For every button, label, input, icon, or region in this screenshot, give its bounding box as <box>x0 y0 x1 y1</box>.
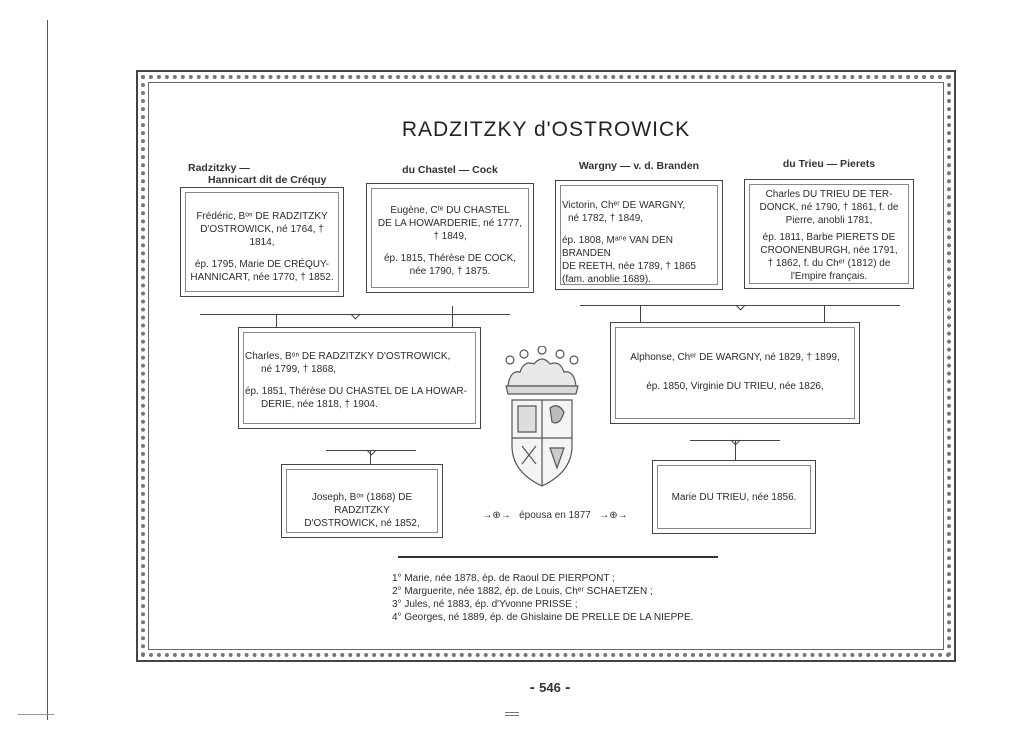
marriage-note <box>480 510 630 521</box>
list-item: 1° Marie, née 1878, ép. de Raoul DE PIERPONT ; <box>392 573 615 584</box>
list-item: 2° Marguerite, née 1882, ép. de Louis, Chᵉʳ SCHAETZEN ; <box>392 586 653 597</box>
box-text: Eugène, Cᵗᵉ DU CHASTEL <box>390 205 510 216</box>
box-text: né 1782, † 1849, <box>568 213 644 224</box>
child-box-joseph <box>281 464 443 538</box>
ornament-left: →⊕→ <box>482 510 511 521</box>
box-text: Pierre, anobli 1781, <box>785 215 873 226</box>
children-list <box>392 572 693 624</box>
connector-swash <box>200 314 510 315</box>
box-text: CROONENBURGH, née 1791, <box>760 245 898 256</box>
connector-line <box>824 305 825 323</box>
page-title: RADZITZKY d'OSTROWICK <box>401 118 691 141</box>
box-text: ép. 1850, Virginie DU TRIEU, née 1826, <box>646 381 824 392</box>
list-item: 3° Jules, né 1883, ép. d'Yvonne PRISSE ; <box>392 599 578 610</box>
box-text: né 1799, † 1868, <box>261 364 337 375</box>
column-header-wargny: Wargny — v. d. Branden <box>578 160 700 172</box>
children-rule <box>398 556 718 558</box>
scan-mark <box>505 712 519 716</box>
column-header-trieu: du Trieu — Pierets <box>782 158 876 170</box>
box-text: l'Empire français. <box>790 271 868 282</box>
box-text: née 1790, † 1875. <box>409 266 491 277</box>
header-line: Radzitzky — <box>188 162 250 174</box>
box-text: DE LA HOWARDERIE, né 1777, <box>377 218 523 229</box>
box-text: † 1862, f. du Chᵉʳ (1812) de <box>767 258 891 269</box>
coat-of-arms-icon <box>500 346 584 490</box>
box-text: † 1849, <box>433 231 467 242</box>
header-line: Hannicart dit de Créquy <box>208 174 327 186</box>
parent-box-wargny <box>610 322 860 424</box>
ornament-right: →⊕→ <box>599 510 628 521</box>
column-header-chastel: du Chastel — Cock <box>402 164 498 176</box>
parent-box-radzitzky <box>238 327 481 429</box>
scan-margin-line <box>47 20 48 720</box>
connector-line <box>640 305 641 323</box>
page-number-value: 546 <box>539 680 561 695</box>
box-text: Joseph, Bᵒⁿ (1868) DE RADZITZKY <box>311 492 413 516</box>
list-item: 4° Georges, né 1889, ép. de Ghislaine DE PRELLE DE LA NIEPPE. <box>392 612 694 623</box>
connector-swash <box>580 305 900 306</box>
connector-swash <box>326 450 416 451</box>
box-text: (fam. anoblie 1689). <box>562 274 651 285</box>
scan-margin-tick <box>18 714 54 715</box>
box-text: D'OSTROWICK, né 1764, † 1814, <box>200 224 324 248</box>
connector-line <box>370 450 371 464</box>
box-text: ép. 1851, Thérèse DU CHASTEL DE LA HOWAR- <box>245 386 467 397</box>
box-text: D'OSTROWICK, né 1852, <box>304 518 420 529</box>
box-text: ép. 1795, Marie DE CRÉQUY- <box>194 259 330 270</box>
page-number: ⁃ 546 ⁃ <box>529 680 571 695</box>
connector-line <box>276 314 277 328</box>
box-text: DERIE, née 1818, † 1904. <box>261 399 378 410</box>
marriage-text: épousa en 1877 <box>519 510 591 521</box>
ancestor-box-trieu <box>744 179 914 289</box>
box-text: Alphonse, Chᵉʳ DE WARGNY, né 1829, † 1899, <box>630 352 840 363</box>
connector-line <box>735 440 736 460</box>
box-text: Frédéric, Bᵒⁿ DE RADZITZKY <box>196 211 328 222</box>
box-text: DE REETH, née 1789, † 1865 <box>562 261 696 272</box>
box-text: ép. 1815, Thérèse DE COCK, <box>383 253 517 264</box>
box-text: Charles, Bᵒⁿ DE RADZITZKY D'OSTROWICK, <box>245 351 451 362</box>
ancestor-box-chastel <box>366 183 534 293</box>
box-text: ép. 1808, Mᵃʳⁱᵉ VAN DEN BRANDEN <box>562 235 673 259</box>
box-text: Charles DU TRIEU DE TER- <box>765 189 893 200</box>
box-text: DONCK, né 1790, † 1861, f. de <box>759 202 899 213</box>
ancestor-box-wargny <box>555 180 723 290</box>
box-text: Marie DU TRIEU, née 1856. <box>671 492 797 503</box>
column-header-radzitzky <box>170 162 350 186</box>
box-text: Victorin, Chᵉʳ DE WARGNY, <box>562 200 686 211</box>
child-box-marie <box>652 460 816 534</box>
box-text: HANNICART, née 1770, † 1852. <box>190 272 334 283</box>
box-text: ép. 1811, Barbe PIERETS DE <box>762 232 896 243</box>
ancestor-box-radzitzky <box>180 187 344 297</box>
connector-line <box>452 306 453 328</box>
